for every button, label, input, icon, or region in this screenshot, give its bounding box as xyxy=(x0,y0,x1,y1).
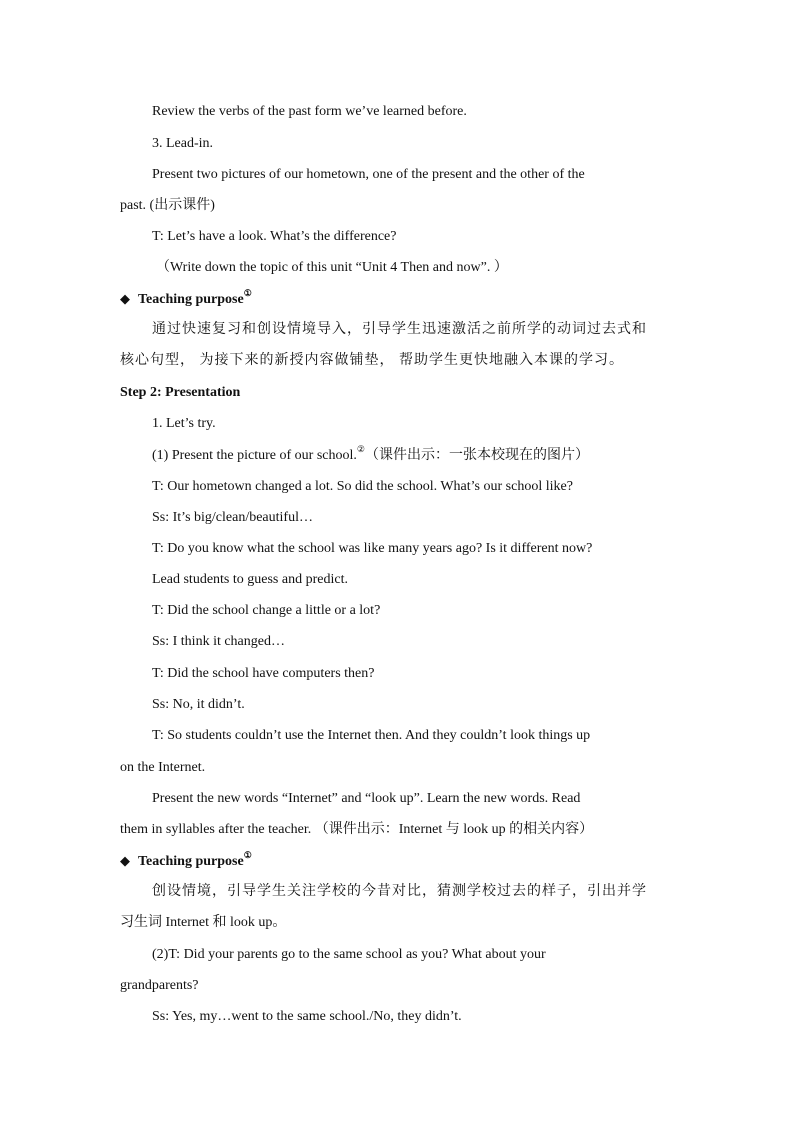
text-line: （Write down the topic of this unit “Unit 4 Then and now”. ） xyxy=(156,260,508,275)
text-line: (2)T: Did your parents go to the same school as you? What about your xyxy=(152,947,546,962)
footnote-mark: ① xyxy=(243,288,252,298)
text-line: Ss: It’s big/clean/beautiful… xyxy=(152,510,313,525)
heading-text: Teaching purpose xyxy=(138,854,244,869)
text-line: Ss: I think it changed… xyxy=(152,634,285,649)
text-line: 习生词 Internet 和 look up。 xyxy=(120,915,287,930)
text-line: T: Do you know what the school was like many years ago? Is it different now? xyxy=(152,541,593,556)
text-line: past. (出示课件) xyxy=(120,198,215,213)
text-line: Present two pictures of our hometown, one of the present and the other of the xyxy=(152,167,585,182)
text-line: grandparents? xyxy=(120,978,199,993)
text-line: T: Let’s have a look. What’s the difference? xyxy=(152,229,397,244)
diamond-bullet-icon: ◆ xyxy=(120,291,130,306)
text-line: T: Our hometown changed a lot. So did the school. What’s our school like? xyxy=(152,479,573,494)
teaching-purpose-heading xyxy=(120,289,252,310)
text-line xyxy=(152,446,589,466)
text-line: T: Did the school have computers then? xyxy=(152,666,375,681)
teaching-purpose-heading xyxy=(120,851,252,872)
line-part: （课件出示：一张本校现在的图片） xyxy=(364,448,589,463)
text-line: Ss: No, it didn’t. xyxy=(152,697,245,712)
text-line: 1. Let’s try. xyxy=(152,416,216,431)
diamond-bullet-icon: ◆ xyxy=(120,853,130,868)
line-part: (1) Present the picture of our school. xyxy=(152,448,357,463)
text-line: on the Internet. xyxy=(120,760,206,775)
text-line: Ss: Yes, my…went to the same school./No, they didn’t. xyxy=(152,1009,462,1024)
section-heading: Step 2: Presentation xyxy=(120,385,241,400)
text-line: T: Did the school change a little or a lot? xyxy=(152,603,381,618)
heading-text: Teaching purpose xyxy=(138,292,244,307)
text-line: them in syllables after the teacher. （课件出示：Internet 与 look up 的相关内容） xyxy=(120,822,594,837)
text-line: Present the new words “Internet” and “look up”. Learn the new words. Read xyxy=(152,791,581,806)
footnote-mark: ② xyxy=(356,444,365,454)
text-line: T: So students couldn’t use the Internet then. And they couldn’t look things up xyxy=(152,728,591,743)
text-line: 3. Lead-in. xyxy=(152,136,214,151)
footnote-mark: ① xyxy=(243,850,252,860)
text-line: 通过快速复习和创设情境导入，引导学生迅速激活之前所学的动词过去式和 xyxy=(152,322,647,337)
text-line: Review the verbs of the past form we’ve learned before. xyxy=(152,104,467,119)
text-line: 创设情境，引导学生关注学校的今昔对比，猜测学校过去的样子，引出并学 xyxy=(152,884,647,899)
text-line: 核心句型， 为接下来的新授内容做铺垫， 帮助学生更快地融入本课的学习。 xyxy=(120,353,624,368)
text-line: Lead students to guess and predict. xyxy=(152,572,348,587)
